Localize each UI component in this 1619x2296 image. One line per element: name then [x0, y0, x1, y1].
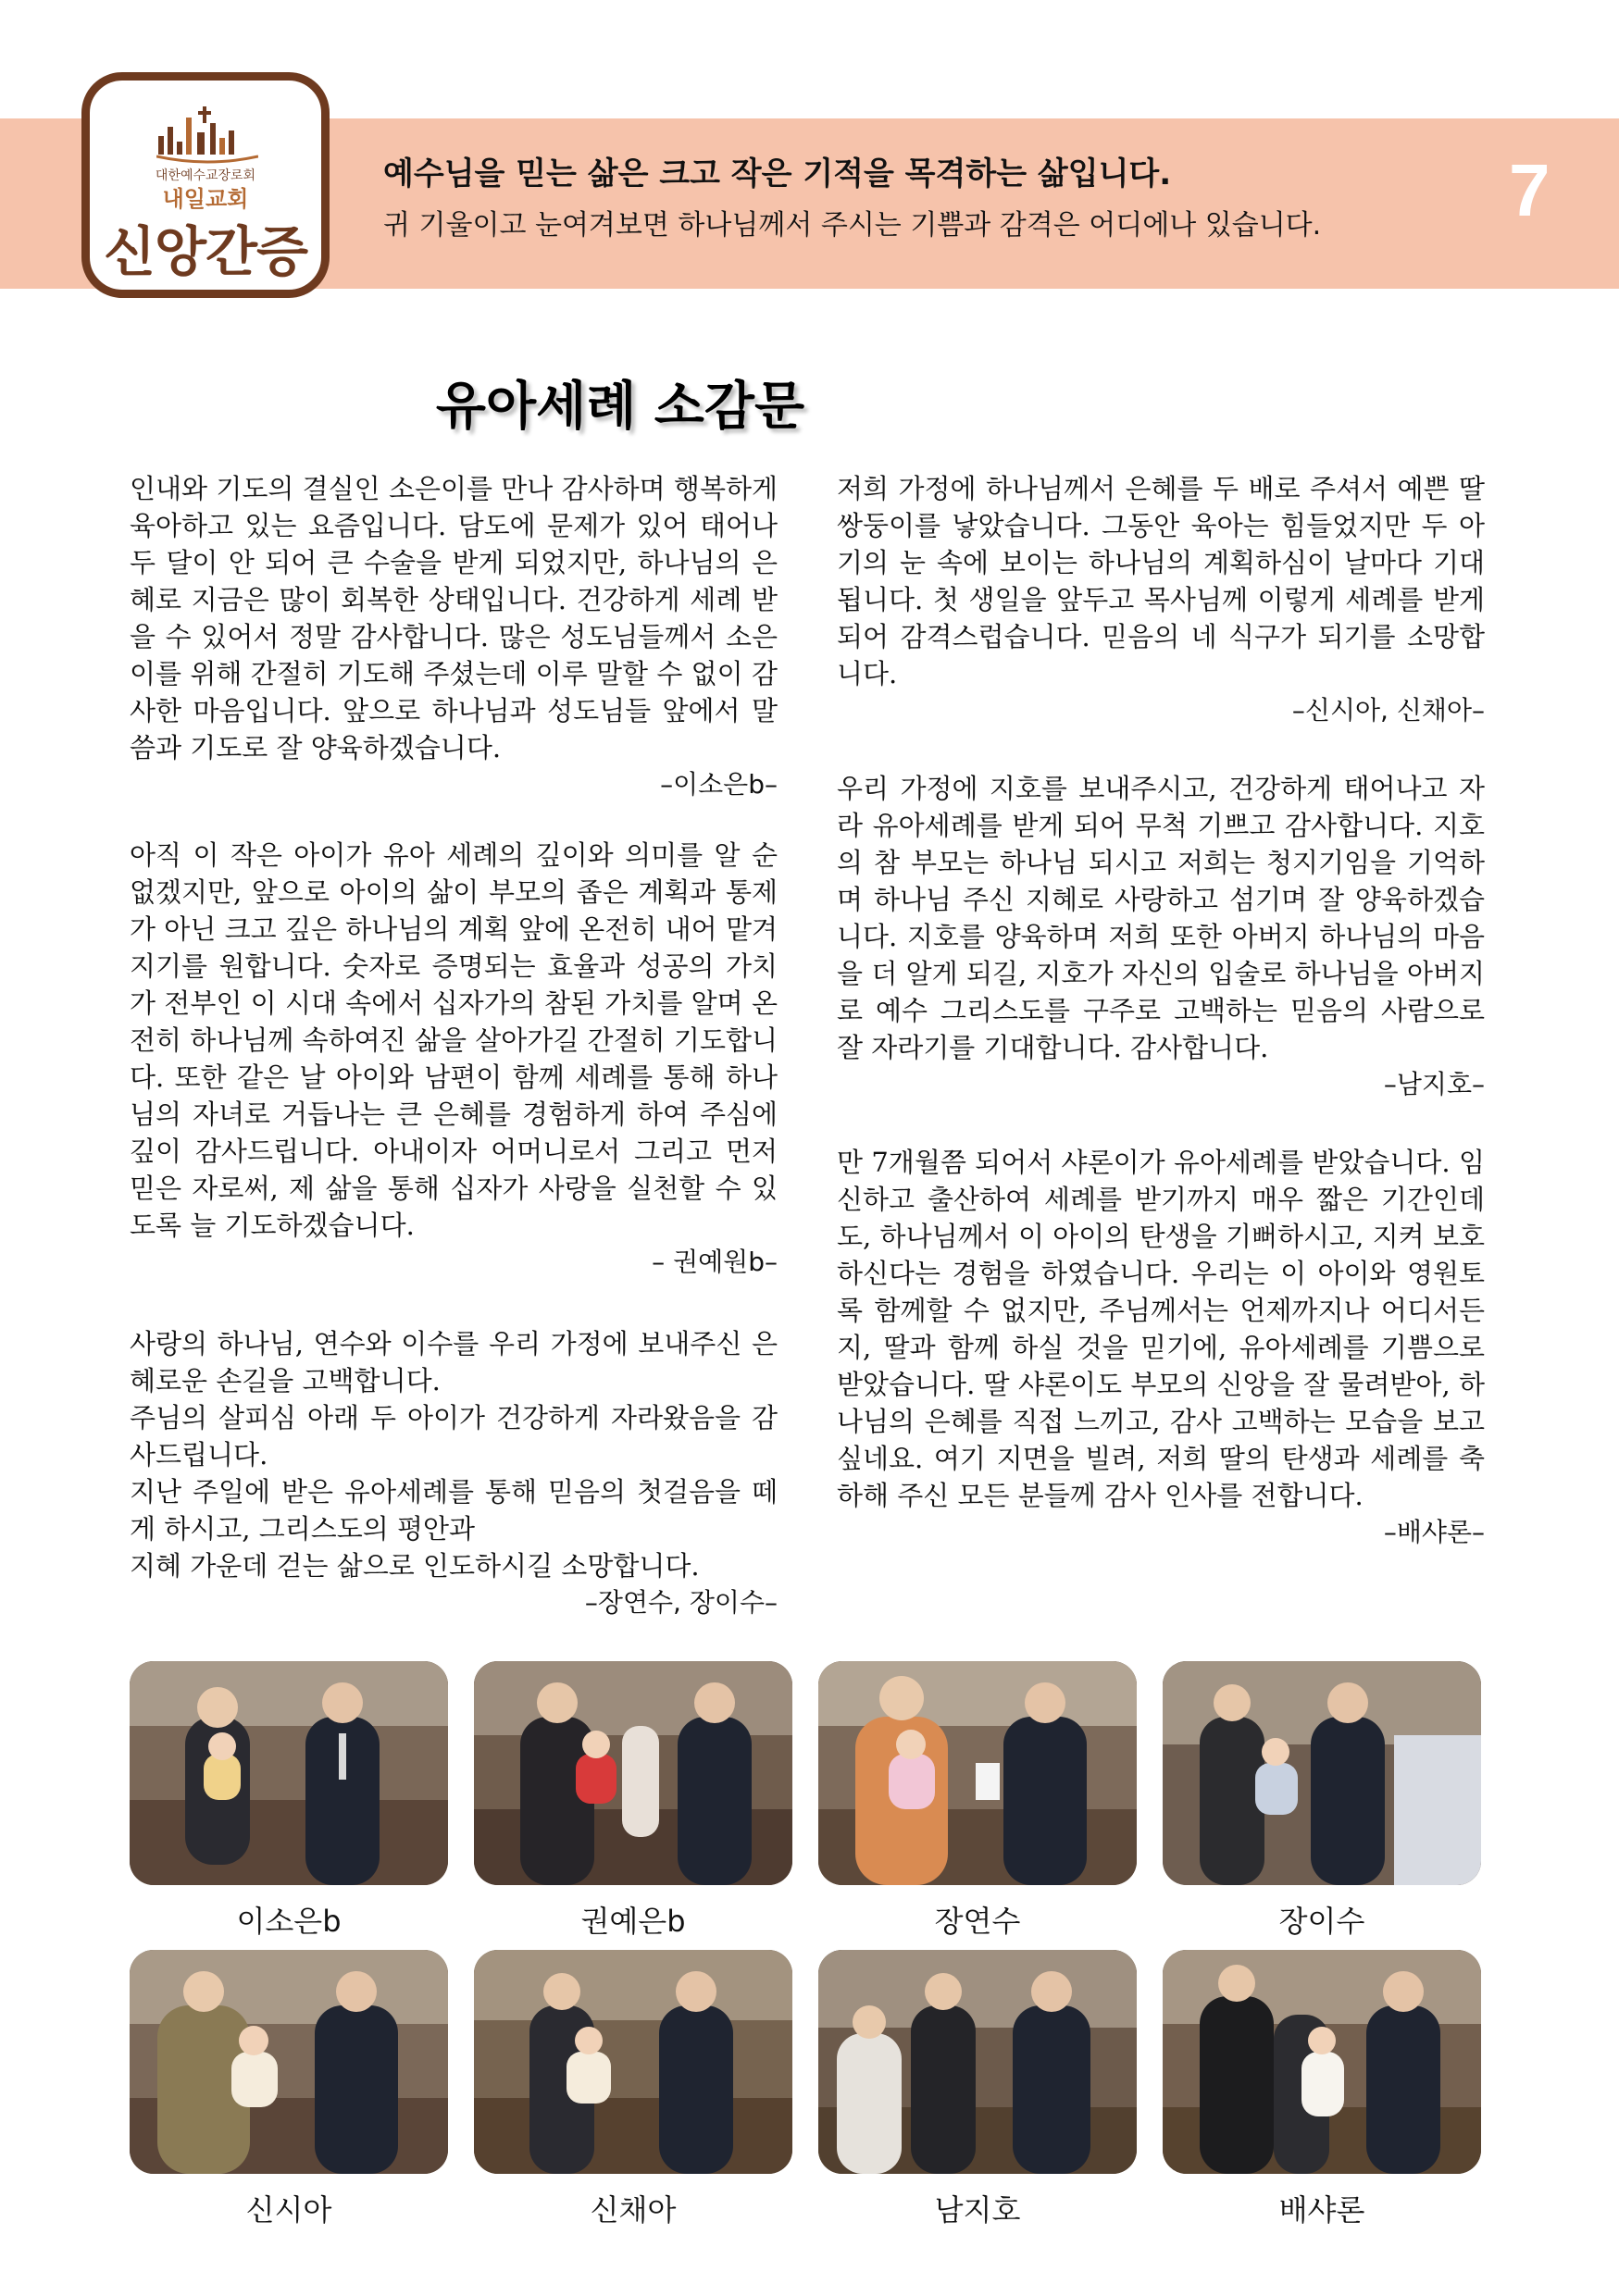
testimony-signature: –신시아, 신채아– — [1291, 695, 1485, 726]
photo-card — [130, 1950, 448, 2228]
photo-card — [818, 1661, 1137, 1939]
photo-caption: 배샤론 — [1278, 2192, 1365, 2228]
photo-card — [1163, 1661, 1481, 1939]
baptism-photo — [130, 1950, 448, 2174]
testimony-signature: –배샤론– — [1383, 1517, 1485, 1547]
testimony-block — [130, 470, 778, 803]
photo-caption: 신채아 — [590, 2192, 677, 2228]
baptism-photo — [818, 1950, 1137, 2174]
testimony-block — [837, 770, 1485, 1103]
photo-caption: 신시아 — [245, 2192, 332, 2228]
testimony-text: 만 7개월쯤 되어서 샤론이가 유아세례를 받았습니다. 임신하고 출산하여 세례를 받기까지 매우 짧은 기간인데도, 하나님께서 이 아이의 탄생을 기뻐하시고, 지켜 보호하신다는 경험을 하였습니다. 우리는 이 아이와 영원토록 함께할 수 없지만, 주님께서는 언제까지나 어디서든지, 딸과 함께 하실 것을 믿기에, 유아세례를 기쁨으로 받았습니다. 딸 샤론이도 부모의 신앙을 잘 물려받아, 하나님의 은혜를 직접 느끼고, 감사 고백하는 모습을 보고 싶네요. 여기 지면을 빌려, 저희 딸의 탄생과 세례를 축하해 주신 모든 분들께 감사 인사를 전합니다. — [837, 1147, 1485, 1511]
baptism-photo — [1163, 1950, 1481, 2174]
testimony-block — [130, 1325, 778, 1621]
logo-denomination: 대한예수교장로회 — [155, 168, 256, 183]
church-logo — [81, 72, 330, 298]
page-number: 7 — [1509, 149, 1551, 231]
photo-caption: 장연수 — [934, 1904, 1021, 1939]
baptism-photo — [474, 1661, 792, 1885]
photo-caption: 장이수 — [1278, 1904, 1365, 1939]
baptism-photo — [474, 1950, 792, 2174]
testimony-block — [837, 470, 1485, 729]
photo-caption: 남지호 — [934, 2192, 1021, 2228]
right-column — [837, 470, 1485, 1551]
testimony-block — [837, 1144, 1485, 1551]
testimony-block — [130, 837, 778, 1281]
testimony-text: 저희 가정에 하나님께서 은혜를 두 배로 주셔서 예쁜 딸 쌍둥이를 낳았습니다. 그동안 육아는 힘들었지만 두 아기의 눈 속에 보이는 하나님의 계획하심이 날마다 기대됩니다. 첫 생일을 앞두고 목사님께 이렇게 세례를 받게 되어 감격스럽습니다. 믿음의 네 식구가 되기를 소망합니다. — [837, 473, 1485, 689]
testimony-text: 아직 이 작은 아이가 유아 세례의 깊이와 의미를 알 순 없겠지만, 앞으로 아이의 삶이 부모의 좁은 계획과 통제가 아닌 크고 깊은 하나님의 계획 앞에 온전히 내어 맡겨지기를 원합니다. 숫자로 증명되는 효율과 성공의 가치가 전부인 이 시대 속에서 십자가의 참된 가치를 알며 온전히 하나님께 속하여진 삶을 살아가길 간절히 기도합니다. 또한 같은 날 아이와 남편이 함께 세례를 통해 하나님의 자녀로 거듭나는 큰 은혜를 경험하게 하여 주심에 깊이 감사드립니다. 아내이자 어머니로서 그리고 먼저 믿은 자로써, 제 삶을 통해 십자가 사랑을 실천할 수 있도록 늘 기도하겠습니다. — [130, 839, 778, 1241]
section-name: 신앙간증 — [103, 220, 308, 283]
left-column — [130, 470, 778, 1621]
photo-caption: 이소은b — [236, 1904, 342, 1939]
header-headline: 예수님을 믿는 삶은 크고 작은 기적을 목격하는 삶입니다. — [383, 155, 1172, 192]
testimony-text: 사랑의 하나님, 연수와 이수를 우리 가정에 보내주신 은혜로운 손길을 고백합니다. 주님의 살피심 아래 두 아이가 건강하게 자라왔음을 감사드립니다. 지난 주일에 받은 유아세례를 통해 믿음의 첫걸음을 떼게 하시고, 그리스도의 평안과 지혜 가운데 걷는 삶으로 인도하시길 소망합니다. — [130, 1328, 778, 1582]
testimony-signature: –남지호– — [1383, 1069, 1485, 1099]
logo-church-name: 내일교회 — [162, 186, 249, 212]
photo-card — [474, 1950, 792, 2228]
testimony-signature: –이소은b– — [660, 769, 778, 800]
photo-card — [818, 1950, 1137, 2228]
testimony-signature: – 권예원b– — [652, 1247, 778, 1277]
testimony-signature: –장연수, 장이수– — [584, 1587, 778, 1618]
testimony-text: 인내와 기도의 결실인 소은이를 만나 감사하며 행복하게 육아하고 있는 요즘입니다. 담도에 문제가 있어 태어나 두 달이 안 되어 큰 수술을 받게 되었지만, 하나님의 은혜로 지금은 많이 회복한 상태입니다. 건강하게 세례 받을 수 있어서 정말 감사합니다. 많은 성도님들께서 소은이를 위해 간절히 기도해 주셨는데 이루 말할 수 없이 감사한 마음입니다. 앞으로 하나님과 성도님들 앞에서 말씀과 기도로 잘 양육하겠습니다. — [130, 473, 778, 763]
baptism-photo — [1163, 1661, 1481, 1885]
photo-card — [130, 1661, 448, 1939]
photo-caption: 권예은b — [580, 1904, 686, 1939]
testimony-text: 우리 가정에 지호를 보내주시고, 건강하게 태어나고 자라 유아세례를 받게 되어 무척 기쁘고 감사합니다. 지호의 참 부모는 하나님 되시고 저희는 청지기임을 기억하며 하나님 주신 지혜로 사랑하고 섬기며 잘 양육하겠습니다. 지호를 양육하며 저희 또한 아버지 하나님의 마음을 더 알게 되길, 지호가 자신의 입술로 하나님을 아버지로 예수 그리스도를 구주로 고백하는 믿음의 사람으로 잘 자라기를 기대합니다. 감사합니다. — [837, 773, 1485, 1063]
article-title: 유아세례 소감문 — [435, 377, 805, 437]
baptism-photo — [130, 1661, 448, 1885]
photo-card — [1163, 1950, 1481, 2228]
baptism-photo — [818, 1661, 1137, 1885]
header-subline: 귀 기울이고 눈여겨보면 하나님께서 주시는 기쁨과 감격은 어디에나 있습니다. — [383, 209, 1322, 242]
photo-card — [474, 1661, 792, 1939]
church-skyline-icon — [156, 105, 258, 164]
